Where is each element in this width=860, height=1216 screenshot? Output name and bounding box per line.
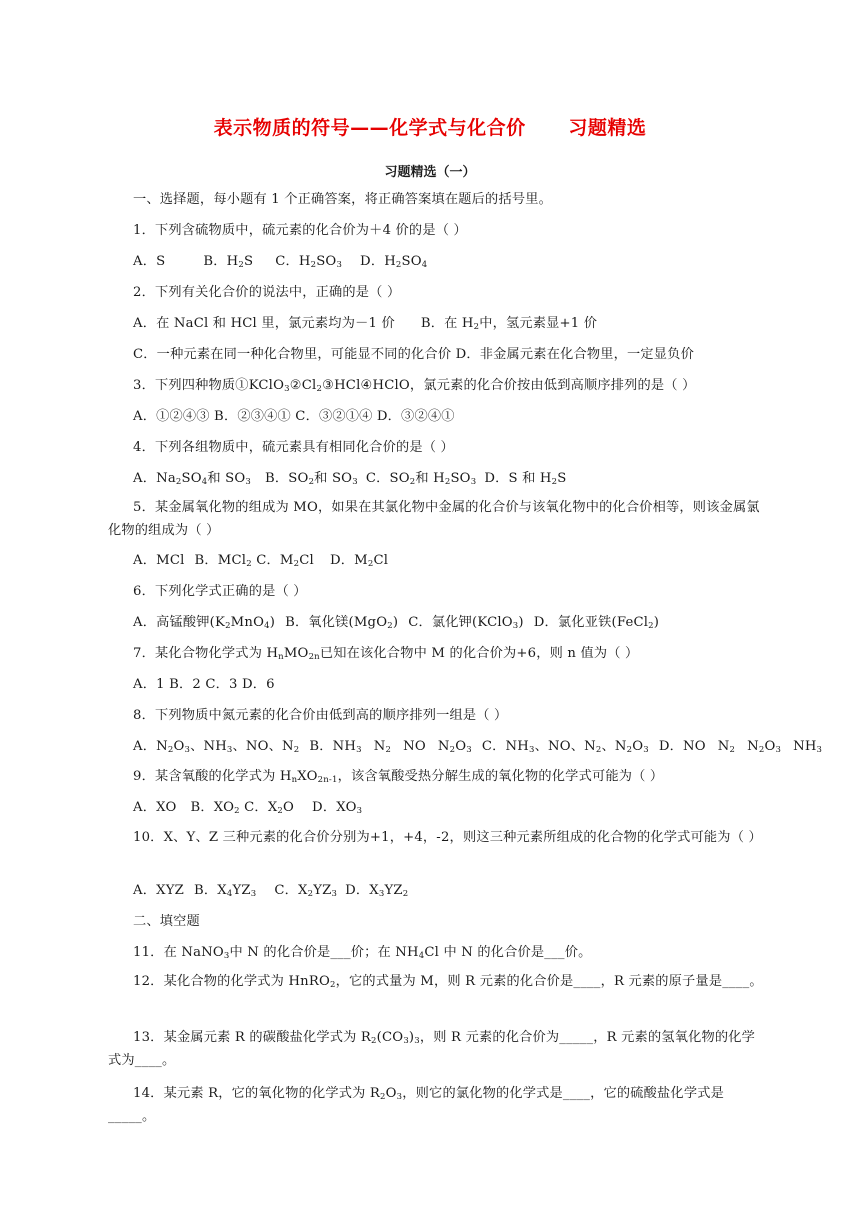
page-title: 表示物质的符号——化学式与化合价 习题精选 <box>213 117 647 139</box>
question-1: 1．下列含硫物质中，硫元素的化合价为＋4 价的是（ ） <box>133 223 467 238</box>
question-7: 7．某化合物化学式为 $H_nMO_{2n}$已知在该化合物中 M 的化合价为+6，则 n 值为（ ） <box>133 646 639 662</box>
question-10: 10．X、Y、Z 三种元素的化合价分别为+1，+4，-2，则这三种元素所组成的化合物的化学式可能为（ ） <box>133 830 762 845</box>
section-2-heading: 二、填空题 <box>133 914 200 929</box>
q2-option-b-suffix: 中，氢元素显+1 价 <box>479 316 598 331</box>
question-4-options: A．$Na_2SO_4$和 $SO_3$ B．$SO_2$和 $SO_3$ C．$SO_2$和 $H_2SO_3$ D．S 和 $H_2S$ <box>133 471 567 487</box>
question-14: 14．某元素 R，它的氧化物的化学式为 $R_2O_3$，则它的氯化物的化学式是____，它的硫酸盐化学式是_____。 <box>108 1086 724 1124</box>
question-1-options: A．S B．$H_2S$ C．$H_2SO_3$ D．$H_2SO_4$ <box>133 254 428 270</box>
question-9-options: A．XO B．$XO_2$ C．$X_2O$ D．$XO_3$ <box>133 800 363 816</box>
question-7-options: A．1 B．2 C．3 D．6 <box>133 677 275 692</box>
question-11: 11．在 NaNO$_3$中 N 的化合价是___价；在 $NH_4Cl$ 中 N 的化合价是___价。 <box>133 945 592 961</box>
question-10-options: A．XYZ B．$X_4YZ_3$ C．$X_2YZ_3$ D．$X_3YZ_2$ <box>133 883 409 899</box>
question-12: 12．某化合物的化学式为 HnRO$_2$，它的式量为 M，则 R 元素的化合价是____，R 元素的原子量是____。 <box>133 974 763 990</box>
question-5-options: A．MCl B．MCl$_2$ C．$M_2Cl$ D．$M_2Cl$ <box>133 553 389 569</box>
question-6-options: A．高锰酸钾$(K_2MnO_4)$ B．氧化镁(MgO$_2$) C．氯化钾(KClO$_3$) D．氯化亚铁(FeCl$_2$) <box>133 615 660 631</box>
question-9: 9．某含氧酸的化学式为 $H_nXO_{2n-1}$，该含氧酸受热分解生成的氧化物的化学式可能为（ ） <box>133 769 664 785</box>
question-4: 4．下列各组物质中，硫元素具有相同化合价的是（ ） <box>133 440 454 455</box>
question-2-options-cd: C．一种元素在同一种化合物里，可能显不同的化合价 D．非金属元素在化合物里，一定显负价 <box>133 347 694 362</box>
question-5: 5．某金属氧化物的组成为 MO，如果在其氯化物中金属的化合价与该氧化物中的化合价相等，则该金属氯化物的组成为（ ） <box>108 500 760 538</box>
question-8: 8．下列物质中氮元素的化合价由低到高的顺序排列一组是（ ） <box>133 708 508 723</box>
question-13: 13．某金属元素 R 的碳酸盐化学式为 $R_2(CO_3)_3$，则 R 元素的化合价为_____，R 元素的氢氧化物的化学式为____。 <box>108 1030 756 1068</box>
question-3: 3．下列四种物质$①KClO_3②Cl_2③HCl④HClO$，氯元素的化合价按由低到高顺序排列的是（ ） <box>133 378 696 394</box>
question-2-options-ab: A．在 NaCl 和 HCl 里，氯元素均为－1 价 B．在 $H_2$中，氢元素显+1 价 <box>133 316 598 332</box>
question-3-options: A．①②④③ B．②③④① C．③②①④ D．③②④① <box>133 409 455 424</box>
question-8-options: A．$N_2O_3$、$NH_3$、NO、$N_2$ B．$NH_3$ $N_2$ NO $N_2O_3$ C．$NH_3$、NO、$N_2$、$N_2O_3$ D．NO $N_2$ $N_2O_3$ $NH_3$ <box>133 739 823 755</box>
q2-option-b-prefix: B．在 H <box>420 316 474 331</box>
section-1-heading: 一、选择题，每小题有 1 个正确答案，将正确答案填在题后的括号里。 <box>133 192 552 207</box>
section-subtitle: 习题精选（一） <box>384 165 476 180</box>
question-2: 2．下列有关化合价的说法中，正确的是（ ） <box>133 285 401 300</box>
question-6: 6．下列化学式正确的是（ ） <box>133 584 307 599</box>
q2-option-a: A．在 NaCl 和 HCl 里，氯元素均为－1 价 <box>133 316 395 331</box>
